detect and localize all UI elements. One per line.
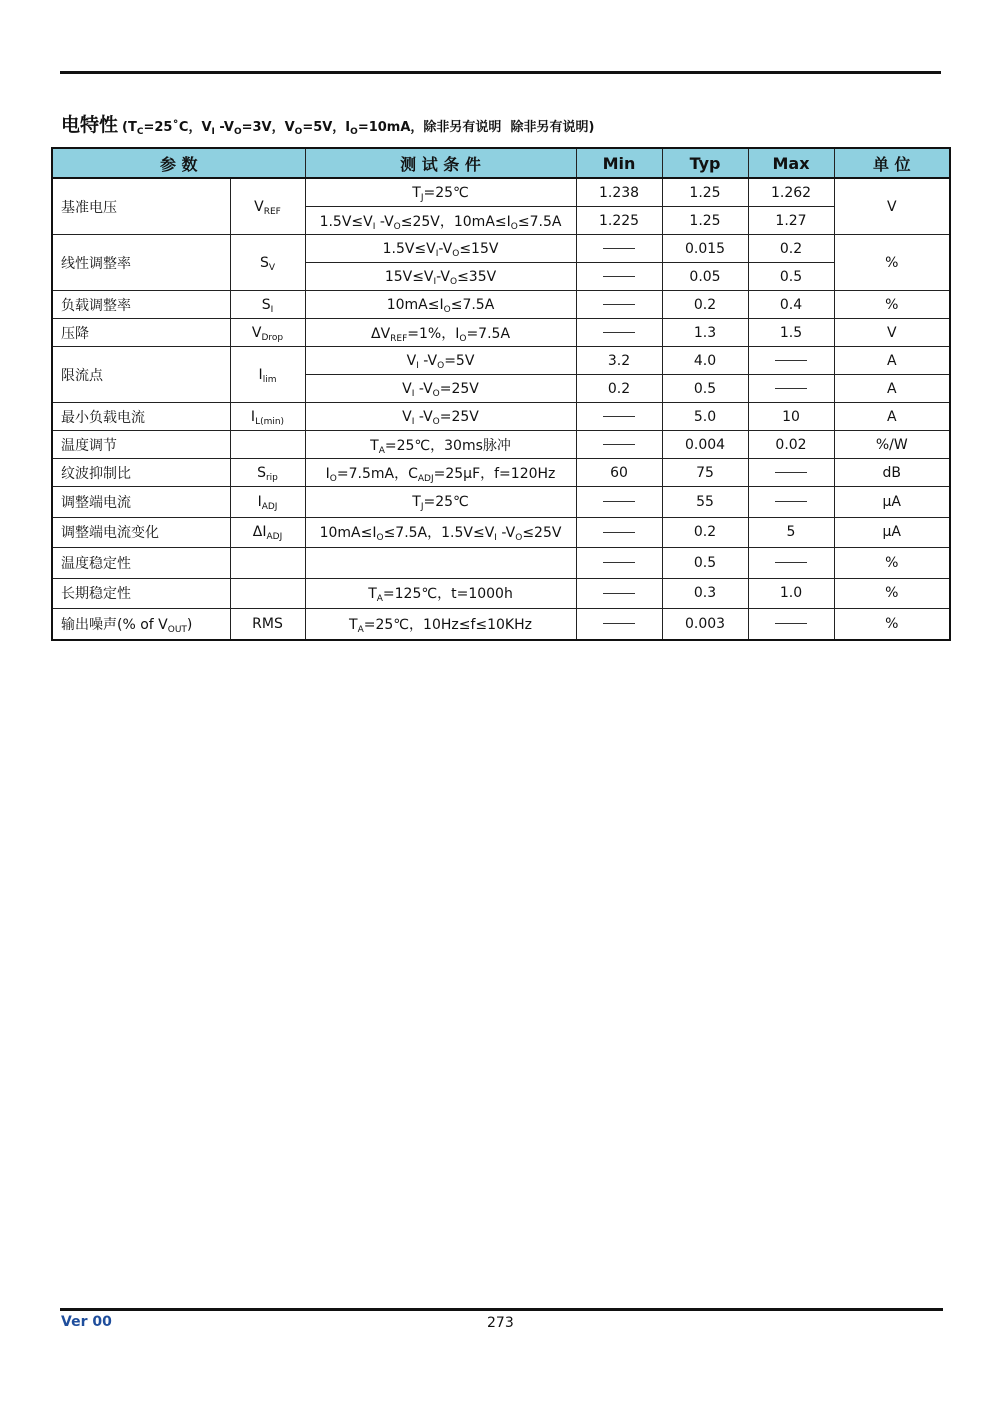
param-symbol: $S_I$ bbox=[230, 291, 305, 319]
test-condition: $10mA\le I_O\le 7.5A$ bbox=[305, 291, 576, 319]
max-value bbox=[748, 548, 834, 579]
section-title bbox=[61, 110, 594, 137]
table-row bbox=[52, 403, 950, 431]
dash-mark bbox=[775, 623, 807, 624]
param-name: 调整端电流 bbox=[52, 487, 230, 518]
dash-mark bbox=[603, 416, 635, 417]
table-row bbox=[52, 487, 950, 518]
table-row bbox=[52, 459, 950, 487]
test-condition: $T_A=125℃$，t=1000h bbox=[305, 578, 576, 609]
unit-value: V bbox=[834, 319, 950, 347]
table-row bbox=[52, 431, 950, 459]
unit-value: A bbox=[834, 347, 950, 375]
unit-value: μA bbox=[834, 517, 950, 548]
dash-mark bbox=[603, 623, 635, 624]
typ-value: 5.0 bbox=[662, 403, 748, 431]
min-value: 1.238 bbox=[576, 178, 662, 207]
min-value: 3.2 bbox=[576, 347, 662, 375]
unit-value: % bbox=[834, 578, 950, 609]
typ-value: 1.3 bbox=[662, 319, 748, 347]
param-name: 调整端电流变化 bbox=[52, 517, 230, 548]
typ-value: 0.5 bbox=[662, 548, 748, 579]
param-symbol: $I_{lim}$ bbox=[230, 347, 305, 403]
version-label: Ver 00 bbox=[61, 1314, 112, 1330]
param-symbol: RMS bbox=[230, 609, 305, 640]
typ-value: 0.5 bbox=[662, 375, 748, 403]
max-value: 1.0 bbox=[748, 578, 834, 609]
param-symbol bbox=[230, 548, 305, 579]
typ-value: 75 bbox=[662, 459, 748, 487]
electrical-characteristics-table bbox=[51, 147, 951, 641]
max-value: 1.262 bbox=[748, 178, 834, 207]
min-value bbox=[576, 235, 662, 263]
test-condition: $V_I$ $-V_O=25V$ bbox=[305, 403, 576, 431]
typ-value: 0.003 bbox=[662, 609, 748, 640]
min-value bbox=[576, 319, 662, 347]
typ-value: 0.004 bbox=[662, 431, 748, 459]
min-value: 1.225 bbox=[576, 207, 662, 235]
test-condition bbox=[305, 548, 576, 579]
typ-value: 0.3 bbox=[662, 578, 748, 609]
param-name: 纹波抑制比 bbox=[52, 459, 230, 487]
max-value: 5 bbox=[748, 517, 834, 548]
unit-value: % bbox=[834, 291, 950, 319]
param-name: 温度稳定性 bbox=[52, 548, 230, 579]
test-condition: $\Delta V_{REF}=1\%$，$I_O=7.5A$ bbox=[305, 319, 576, 347]
param-symbol: $V_{Drop}$ bbox=[230, 319, 305, 347]
section-title-text: 电特性 bbox=[61, 114, 119, 136]
header-parameter: 参 数 bbox=[52, 148, 305, 178]
test-condition: $1.5V\le V_I$ $-V_O\le 25V$，$10mA\le I_O\le 7.5A$ bbox=[305, 207, 576, 235]
max-value: 0.2 bbox=[748, 235, 834, 263]
table-row bbox=[52, 235, 950, 263]
table-row bbox=[52, 609, 950, 640]
unit-value: %/W bbox=[834, 431, 950, 459]
unit-value: % bbox=[834, 609, 950, 640]
param-name: 限流点 bbox=[52, 347, 230, 403]
param-symbol: $\Delta I_{ADJ}$ bbox=[230, 517, 305, 548]
unit-value: μA bbox=[834, 487, 950, 518]
param-name: 基准电压 bbox=[52, 178, 230, 235]
param-name: 线性调整率 bbox=[52, 235, 230, 291]
unit-value: % bbox=[834, 548, 950, 579]
test-condition: $I_O=7.5mA$，$C_{ADJ}=25\mu F$，f=120Hz bbox=[305, 459, 576, 487]
min-value bbox=[576, 517, 662, 548]
test-condition: $10mA\le I_O\le 7.5A$，$1.5V\le V_I$ $-V_O\le 25V$ bbox=[305, 517, 576, 548]
table-row bbox=[52, 347, 950, 375]
test-condition: $T_A=25℃$，10Hz≤f≤10KHz bbox=[305, 609, 576, 640]
test-condition: $V_I$ $-V_O=25V$ bbox=[305, 375, 576, 403]
unit-value: V bbox=[834, 178, 950, 235]
table-row bbox=[52, 178, 950, 207]
max-value bbox=[748, 609, 834, 640]
max-value: 10 bbox=[748, 403, 834, 431]
unit-value: A bbox=[834, 403, 950, 431]
test-condition: $15V\le V_I-V_O\le 35V$ bbox=[305, 263, 576, 291]
header-max: Max bbox=[748, 148, 834, 178]
dash-mark bbox=[603, 276, 635, 277]
table-row bbox=[52, 578, 950, 609]
min-value bbox=[576, 487, 662, 518]
test-condition: $1.5V\le V_I-V_O\le 15V$ bbox=[305, 235, 576, 263]
min-value bbox=[576, 548, 662, 579]
unit-value: dB bbox=[834, 459, 950, 487]
param-symbol: $I_{L(min)}$ bbox=[230, 403, 305, 431]
param-name: 温度调节 bbox=[52, 431, 230, 459]
dash-mark bbox=[603, 532, 635, 533]
min-value bbox=[576, 578, 662, 609]
dash-mark bbox=[775, 562, 807, 563]
min-value: 60 bbox=[576, 459, 662, 487]
param-symbol: $S_V$ bbox=[230, 235, 305, 291]
test-condition: $V_I$ $-V_O=5V$ bbox=[305, 347, 576, 375]
max-value: 0.02 bbox=[748, 431, 834, 459]
param-symbol: $S_{rip}$ bbox=[230, 459, 305, 487]
param-symbol: $I_{ADJ}$ bbox=[230, 487, 305, 518]
max-value bbox=[748, 347, 834, 375]
test-condition: $T_J=25℃$ bbox=[305, 487, 576, 518]
param-name: 输出噪声(% of $V_{OUT}$) bbox=[52, 609, 230, 640]
param-symbol: $V_{REF}$ bbox=[230, 178, 305, 235]
max-value: 0.4 bbox=[748, 291, 834, 319]
min-value bbox=[576, 263, 662, 291]
max-value: 1.27 bbox=[748, 207, 834, 235]
table-row bbox=[52, 517, 950, 548]
typ-value: 0.015 bbox=[662, 235, 748, 263]
table-row bbox=[52, 291, 950, 319]
dash-mark bbox=[603, 562, 635, 563]
unit-value: % bbox=[834, 235, 950, 291]
table-header-row bbox=[52, 148, 950, 178]
dash-mark bbox=[603, 332, 635, 333]
test-condition: $T_A=25℃$，30ms脉冲 bbox=[305, 431, 576, 459]
min-value: 0.2 bbox=[576, 375, 662, 403]
dash-mark bbox=[603, 248, 635, 249]
param-symbol bbox=[230, 431, 305, 459]
max-value bbox=[748, 375, 834, 403]
min-value bbox=[576, 291, 662, 319]
page-number: 273 bbox=[487, 1315, 514, 1331]
min-value bbox=[576, 403, 662, 431]
header-test-conditions: 测 试 条 件 bbox=[305, 148, 576, 178]
dash-mark bbox=[775, 501, 807, 502]
dash-mark bbox=[603, 501, 635, 502]
header-unit: 单 位 bbox=[834, 148, 950, 178]
dash-mark bbox=[603, 444, 635, 445]
dash-mark bbox=[775, 472, 807, 473]
typ-value: 0.05 bbox=[662, 263, 748, 291]
typ-value: 1.25 bbox=[662, 207, 748, 235]
param-name: 长期稳定性 bbox=[52, 578, 230, 609]
dash-mark bbox=[603, 593, 635, 594]
dash-mark bbox=[775, 360, 807, 361]
param-symbol bbox=[230, 578, 305, 609]
min-value bbox=[576, 431, 662, 459]
test-condition: $T_J=25℃$ bbox=[305, 178, 576, 207]
top-rule bbox=[60, 71, 941, 74]
max-value: 0.5 bbox=[748, 263, 834, 291]
typ-value: 1.25 bbox=[662, 178, 748, 207]
max-value bbox=[748, 459, 834, 487]
dash-mark bbox=[603, 304, 635, 305]
max-value: 1.5 bbox=[748, 319, 834, 347]
typ-value: 0.2 bbox=[662, 291, 748, 319]
table-row bbox=[52, 319, 950, 347]
table-row bbox=[52, 548, 950, 579]
param-name: 最小负载电流 bbox=[52, 403, 230, 431]
dash-mark bbox=[775, 388, 807, 389]
min-value bbox=[576, 609, 662, 640]
unit-value: A bbox=[834, 375, 950, 403]
param-name: 压降 bbox=[52, 319, 230, 347]
section-conditions: ($T_C=25˚C$，$V_I$ $-V_O=3V$，$V_O=5V$，$I_O=10mA$，除非另有说明 除非另有说明) bbox=[122, 120, 595, 137]
header-typ: Typ bbox=[662, 148, 748, 178]
typ-value: 0.2 bbox=[662, 517, 748, 548]
param-name: 负载调整率 bbox=[52, 291, 230, 319]
bottom-rule bbox=[60, 1308, 943, 1311]
header-min: Min bbox=[576, 148, 662, 178]
max-value bbox=[748, 487, 834, 518]
typ-value: 4.0 bbox=[662, 347, 748, 375]
typ-value: 55 bbox=[662, 487, 748, 518]
